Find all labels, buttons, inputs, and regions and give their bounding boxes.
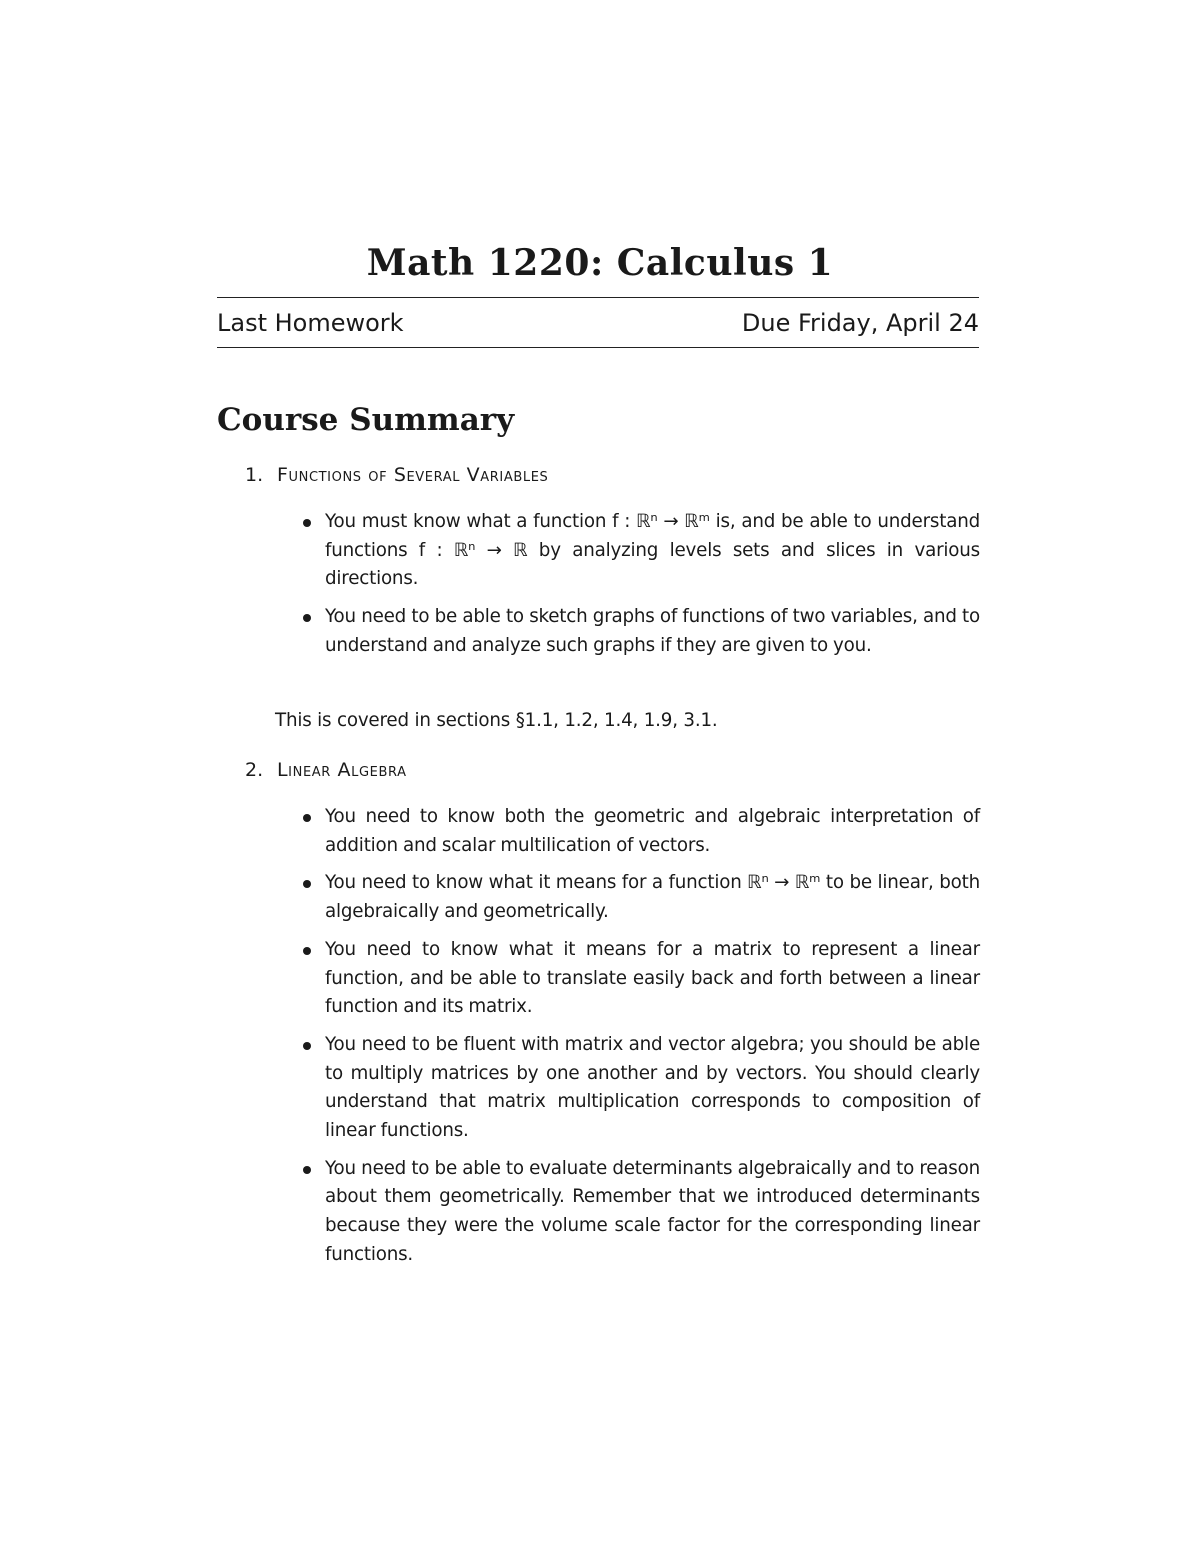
list-item [300, 603, 980, 660]
topic-1-bullets [300, 508, 980, 661]
header-row [217, 305, 979, 341]
header-rule-top [217, 297, 979, 298]
list-item [300, 1155, 980, 1270]
topic-1-note: This is covered in sections §1.1, 1.2, 1.4, 1.9, 3.1. [275, 710, 718, 731]
topic-2-number: 2. [245, 759, 264, 781]
bullet-icon [303, 1166, 311, 1174]
topic-2-heading [245, 756, 407, 784]
bullet-icon [303, 1042, 311, 1050]
bullet-text: You need to know both the geometric and algebraic interpretation of addition and scalar multilication of vectors. [325, 806, 980, 856]
document-title: Math 1220: Calculus 1 [366, 242, 834, 284]
bullet-text: You need to be able to evaluate determinants algebraically and to reason about them geometrically. Remember that we introduced determinants because they were the volume scale factor for the corresponding linear functions. [325, 1157, 980, 1265]
header-right: Due Friday, April 24 [741, 309, 979, 337]
bullet-text: You must know what a function f : ℝⁿ → ℝᵐ is, and be able to understand functions f : ℝⁿ → ℝ by analyzing levels sets and slices in various directions. [325, 511, 980, 590]
bullet-text: You need to be able to sketch graphs of functions of two variables, and to understand and analyze such graphs if they are given to you. [325, 606, 980, 656]
section-heading: Course Summary [217, 402, 515, 438]
list-item [300, 936, 980, 1022]
bullet-icon [303, 614, 311, 622]
bullet-icon [303, 880, 311, 888]
bullet-text: You need to know what it means for a matrix to represent a linear function, and be able to translate easily back and forth between a linear function and its matrix. [325, 938, 980, 1018]
bullet-icon [303, 947, 311, 955]
list-item [300, 1031, 980, 1146]
topic-2-bullets [300, 803, 980, 1270]
bullet-text: You need to be fluent with matrix and vector algebra; you should be able to multiply matrices by one another and by vectors. You should clearly understand that matrix multiplication corresponds to composition of linear functions. [325, 1033, 980, 1142]
bullet-text: You need to know what it means for a function ℝⁿ → ℝᵐ to be linear, both algebraically and geometrically. [325, 872, 980, 923]
topic-2-title: Linear Algebra [277, 759, 407, 781]
bullet-icon [303, 519, 311, 527]
list-item [300, 869, 980, 926]
header-left: Last Homework [217, 309, 404, 337]
list-item [300, 508, 980, 594]
header-rule-bottom [217, 347, 979, 348]
list-item [300, 803, 980, 860]
topic-1-heading [245, 461, 548, 489]
bullet-icon [303, 814, 311, 822]
topic-1-number: 1. [245, 464, 264, 486]
topic-1-title: Functions of Several Variables [277, 464, 549, 486]
